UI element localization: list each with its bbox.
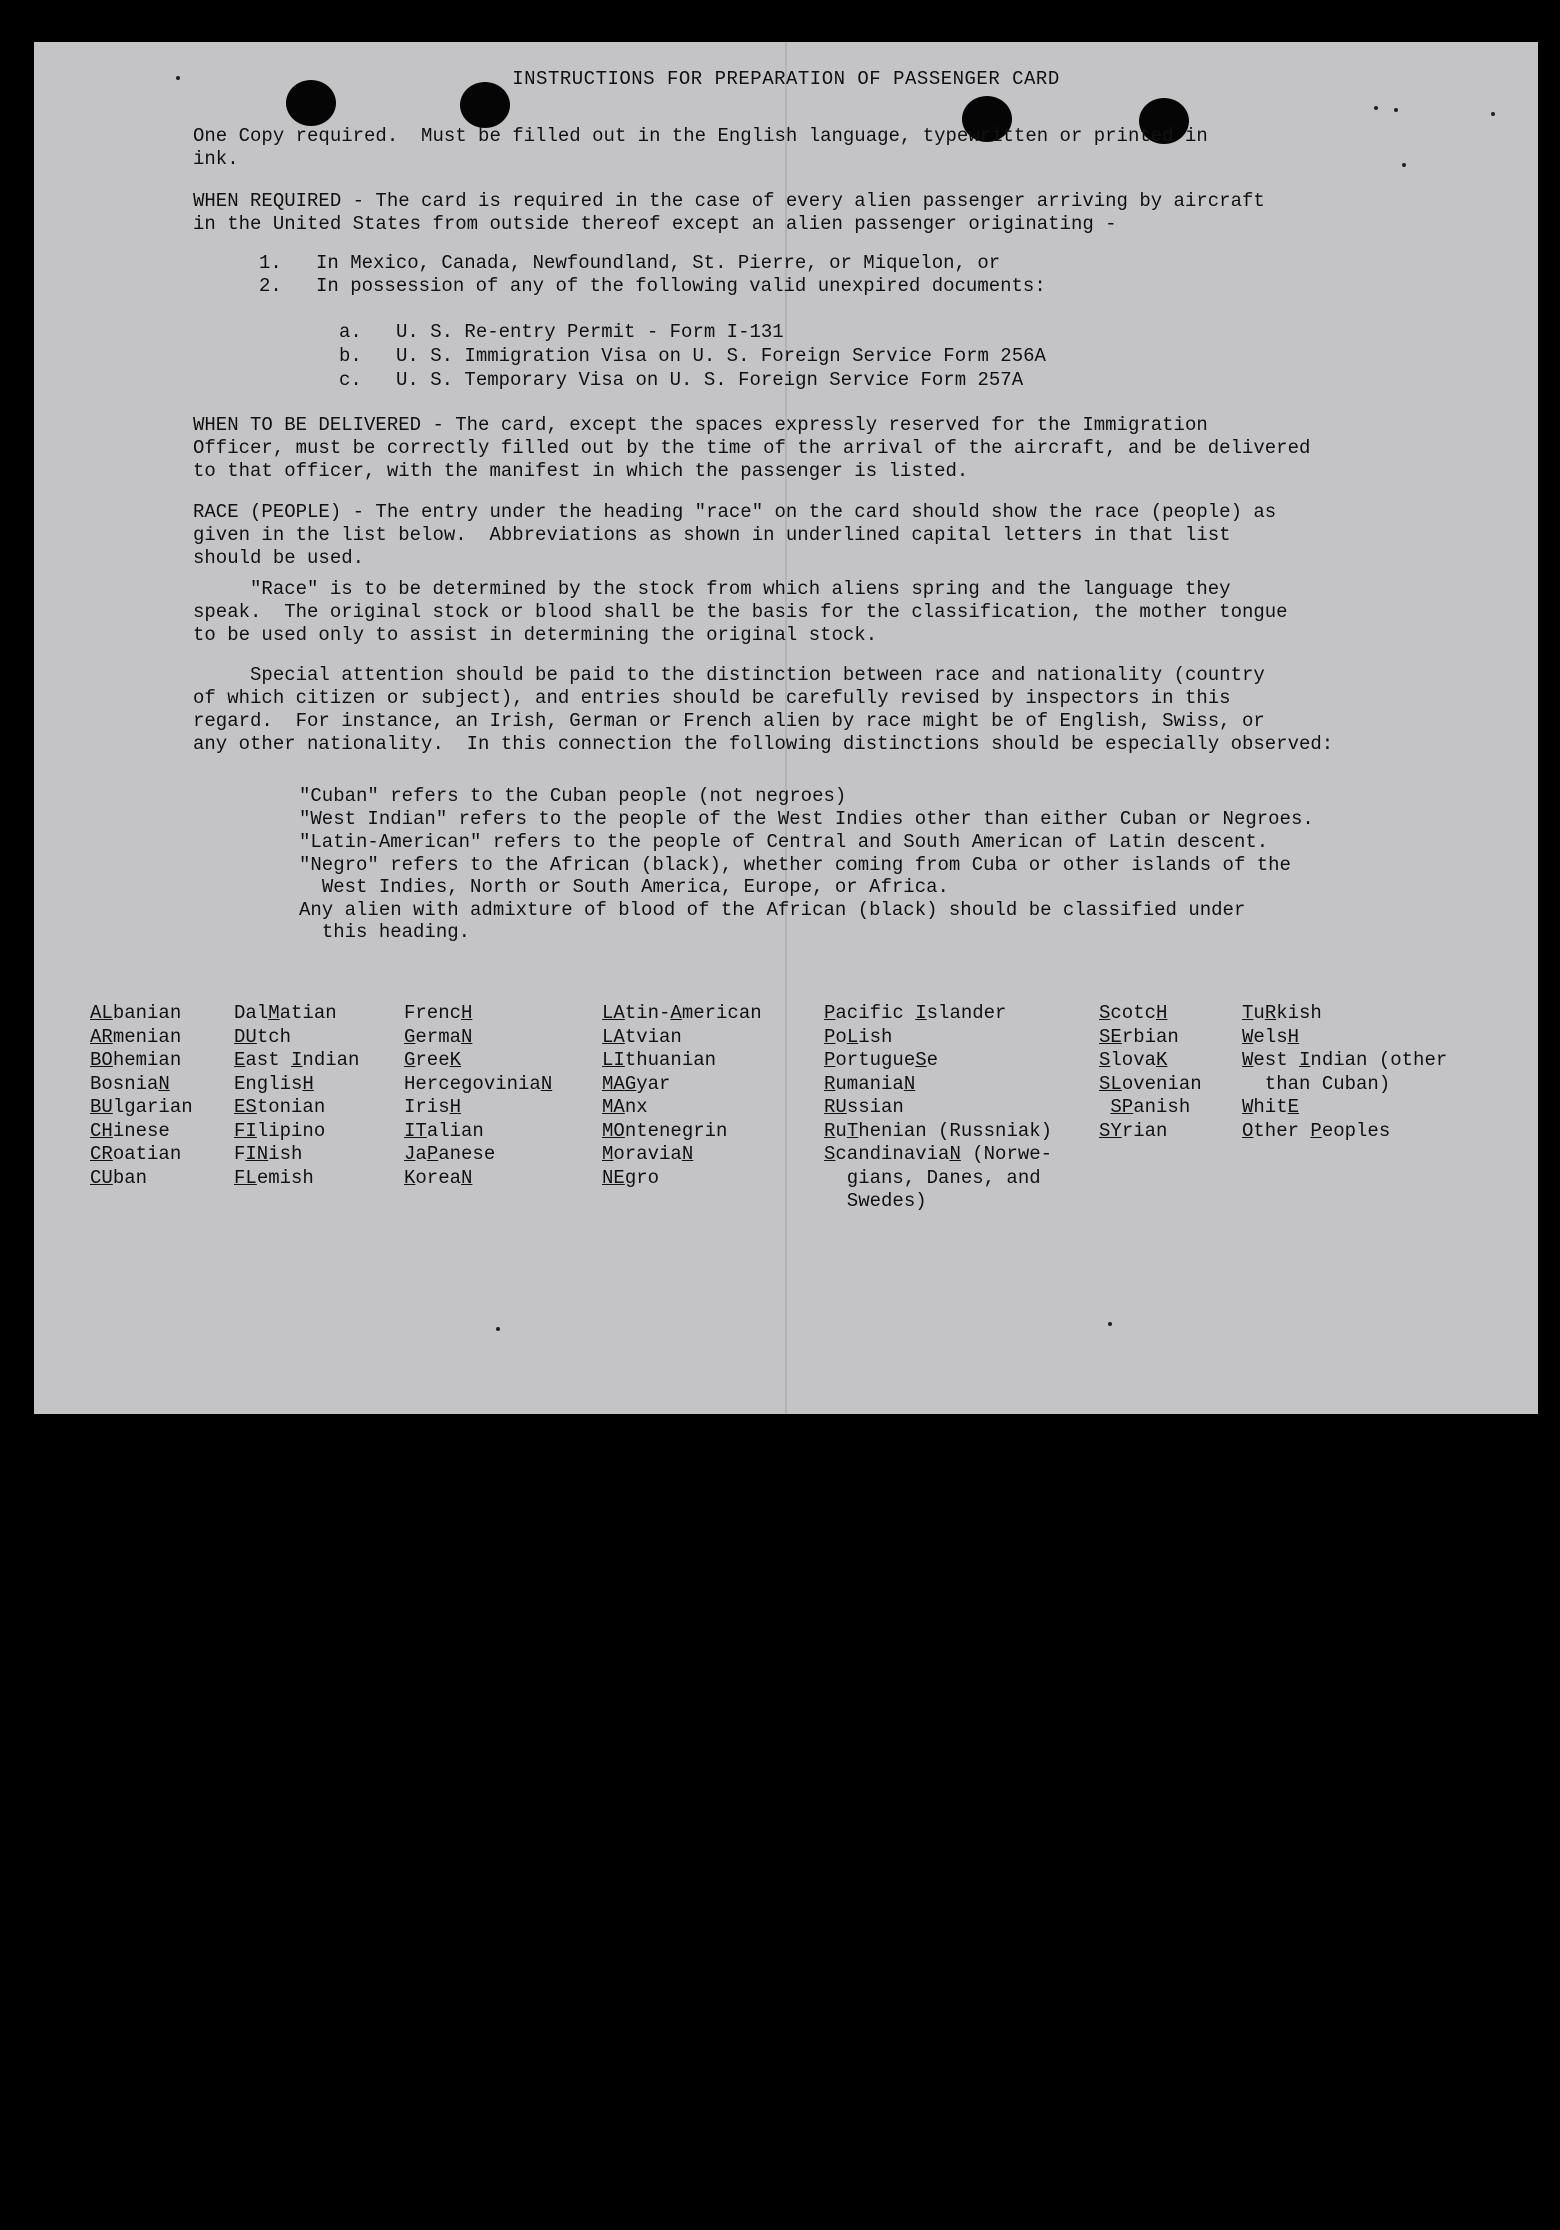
race-abbreviation: R — [1264, 1002, 1277, 1024]
race-name-text: (Norwe- — [960, 1143, 1053, 1165]
race-entry — [90, 1073, 193, 1097]
race-abbreviation: FL — [234, 1166, 257, 1189]
race-column — [602, 1002, 762, 1190]
race-abbreviation: FI — [234, 1119, 257, 1142]
race-name-text: ban — [112, 1166, 148, 1189]
race-abbreviation: S — [1099, 1002, 1111, 1024]
race-abbreviation: K — [449, 1049, 462, 1071]
race-name-text: henian (Russniak) — [858, 1119, 1053, 1142]
race-abbreviation: P — [426, 1143, 439, 1165]
race-name-text: gians, Danes, and — [824, 1166, 1041, 1189]
race-abbreviation: AL — [90, 1002, 113, 1024]
race-abbreviation: H — [302, 1072, 314, 1095]
race-name-text: els — [1253, 1025, 1288, 1048]
race-entry — [1242, 1120, 1447, 1144]
race-abbreviation: LI — [602, 1049, 625, 1071]
race-name-text: Englis — [234, 1072, 303, 1095]
race-entry — [824, 1049, 1052, 1073]
race-abbreviation: MA — [602, 1096, 625, 1118]
race-name-text: candinavia — [835, 1143, 950, 1165]
speck-mark — [1394, 108, 1398, 112]
race-entry — [234, 1026, 359, 1050]
race-abbreviation: T — [1242, 1002, 1254, 1024]
speck-mark — [1374, 106, 1378, 110]
race-entry — [404, 1167, 552, 1191]
race-name-text: ish — [858, 1025, 893, 1048]
race-name-text: Iris — [404, 1096, 450, 1118]
race-abbreviation: G — [404, 1025, 416, 1048]
race-entry — [824, 1143, 1052, 1167]
race-abbreviation: CU — [90, 1166, 113, 1189]
speck-mark — [1491, 112, 1495, 116]
race-entry — [404, 1096, 552, 1120]
race-abbreviation: K — [1156, 1049, 1168, 1071]
race-entry — [824, 1096, 1052, 1120]
race-entry — [404, 1120, 552, 1144]
when-required-paragraph: WHEN REQUIRED - The card is required in the case of every alien passenger arriving by aircraft in the United States from outside thereof except an alien passenger originating - — [193, 190, 1265, 235]
race-abbreviation: N — [158, 1072, 170, 1095]
race-name-text: nx — [624, 1096, 648, 1118]
race-name-text: ssian — [846, 1096, 904, 1118]
race-entry — [824, 1190, 1052, 1214]
document-item: c. U. S. Temporary Visa on U. S. Foreign Service Form 257A — [339, 369, 1024, 391]
race-entry — [90, 1167, 193, 1191]
race-abbreviation: IN — [245, 1143, 269, 1165]
race-entry — [90, 1049, 193, 1073]
race-definition-paragraph: "Race" is to be determined by the stock from which aliens spring and the language they speak. The original stock or blood shall be the basis for the classification, the mother tongue to be used only to assist in determining the original stock. — [193, 578, 1288, 646]
race-abbreviation: LA — [602, 1025, 625, 1048]
race-name-text: Swedes) — [824, 1190, 927, 1212]
race-name-text: banian — [112, 1002, 182, 1024]
race-entry — [90, 1143, 193, 1167]
race-name-text: merican — [681, 1002, 762, 1024]
race-entry — [602, 1026, 762, 1050]
race-abbreviation: W — [1242, 1096, 1254, 1118]
race-name-text: erma — [415, 1025, 462, 1048]
race-entry — [1099, 1073, 1202, 1097]
race-entry — [1099, 1096, 1202, 1120]
race-name-text: ntenegrin — [624, 1119, 728, 1142]
race-abbreviation: K — [404, 1166, 416, 1189]
race-abbreviation: W — [1242, 1049, 1254, 1071]
race-entry — [602, 1073, 762, 1097]
race-name-text: ndian — [302, 1049, 360, 1071]
race-abbreviation: MO — [602, 1119, 625, 1142]
race-name-text: ast — [245, 1049, 292, 1071]
race-entry — [824, 1120, 1052, 1144]
race-abbreviation: BU — [90, 1096, 113, 1118]
race-name-text: cotc — [1110, 1002, 1157, 1024]
race-name-text: tin- — [624, 1002, 671, 1024]
race-name-text: anese — [438, 1143, 496, 1165]
when-delivered-paragraph: WHEN TO BE DELIVERED - The card, except the spaces expressly reserved for the Immigration Officer, must be correctly filled out by the time of the arrival of the aircraft, and be delivered to that officer, with the manifest in which the passenger is listed. — [193, 414, 1311, 482]
race-abbreviation: DU — [234, 1025, 257, 1048]
race-entry — [1099, 1120, 1202, 1144]
race-column — [1242, 1002, 1447, 1143]
race-abbreviation: LA — [602, 1002, 625, 1024]
race-entry — [602, 1167, 762, 1191]
race-abbreviation: H — [461, 1002, 473, 1024]
race-abbreviation: I — [1299, 1049, 1311, 1071]
race-abbreviation: G — [404, 1049, 416, 1071]
race-entry — [234, 1120, 359, 1144]
race-abbreviation: P — [1310, 1119, 1322, 1142]
race-abbreviation: NE — [602, 1166, 625, 1189]
race-name-text: kish — [1276, 1002, 1322, 1024]
race-entry — [1242, 1049, 1447, 1073]
race-entry — [824, 1026, 1052, 1050]
race-entry — [404, 1073, 552, 1097]
race-entry — [1242, 1002, 1447, 1026]
race-name-text: gro — [624, 1166, 660, 1189]
race-name-text: thuanian — [624, 1049, 717, 1071]
race-abbreviation: MA — [602, 1072, 625, 1095]
race-abbreviation: BO — [90, 1049, 113, 1071]
race-name-text: ish — [268, 1143, 303, 1165]
race-name-text: orea — [415, 1166, 462, 1189]
race-entry — [404, 1143, 552, 1167]
race-name-text: ortugue — [835, 1049, 916, 1071]
race-name-text: hemian — [112, 1049, 182, 1071]
race-name-text: anish — [1133, 1096, 1191, 1118]
race-abbreviation: RU — [824, 1096, 847, 1118]
race-name-text: ovenian — [1121, 1072, 1202, 1095]
race-column — [824, 1002, 1052, 1214]
race-abbreviation: CR — [90, 1143, 113, 1165]
race-name-text: atian — [279, 1002, 337, 1024]
race-entry — [602, 1002, 762, 1026]
special-attention-paragraph: Special attention should be paid to the distinction between race and nationality (country of which citizen or subject), and entries should be carefully revised by inspectors in this regard. For instance, an Irish, German or French alien by race might be of English, Swiss, or any other nationality. In this connection the following distinctions should be especially observed: — [193, 664, 1334, 755]
race-entry — [824, 1002, 1052, 1026]
race-name-text: u — [1253, 1002, 1265, 1024]
race-abbreviation: A — [670, 1002, 682, 1024]
race-column — [90, 1002, 193, 1190]
race-name-text: emish — [256, 1166, 314, 1189]
race-abbreviation: ES — [234, 1096, 257, 1118]
race-name-text: oravia — [613, 1143, 682, 1165]
race-entry — [824, 1073, 1052, 1097]
race-abbreviation: H — [449, 1096, 462, 1118]
race-name-text: Bosnia — [90, 1072, 159, 1095]
race-name-text: a — [415, 1143, 427, 1165]
race-abbreviation: N — [461, 1166, 473, 1189]
race-column — [1099, 1002, 1202, 1143]
race-name-text: lova — [1110, 1049, 1157, 1071]
document-item: b. U. S. Immigration Visa on U. S. Foreign Service Form 256A — [339, 345, 1046, 367]
race-abbreviation: O — [1242, 1119, 1254, 1142]
race-name-text: umania — [835, 1072, 904, 1095]
distinction-item: "Cuban" refers to the Cuban people (not negroes) — [299, 785, 847, 807]
document-item: a. U. S. Re-entry Permit - Form I-131 — [339, 321, 784, 343]
race-abbreviation: H — [1156, 1002, 1168, 1024]
race-abbreviation: J — [404, 1143, 416, 1165]
race-abbreviation: AR — [90, 1025, 113, 1048]
race-entry — [404, 1002, 552, 1026]
race-abbreviation: E — [234, 1049, 246, 1071]
race-name-text: yar — [636, 1072, 671, 1095]
race-name-text: rian — [1121, 1119, 1168, 1142]
race-abbreviation: SP — [1110, 1096, 1134, 1118]
race-entry — [234, 1002, 359, 1026]
distinction-item: "Latin-American" refers to the people of Central and South American of Latin descent. — [299, 831, 1269, 853]
race-entry — [90, 1002, 193, 1026]
race-entry — [1099, 1049, 1202, 1073]
race-abbreviation: M — [268, 1002, 280, 1024]
race-abbreviation: N — [949, 1143, 961, 1165]
race-entry — [404, 1026, 552, 1050]
race-name-text: tvian — [624, 1025, 682, 1048]
distinction-item: "West Indian" refers to the people of the West Indies other than either Cuban or Negroes. — [299, 808, 1314, 830]
page-title: INSTRUCTIONS FOR PREPARATION OF PASSENGER CARD — [512, 68, 1060, 90]
race-name-text: tonian — [256, 1096, 326, 1118]
race-intro-paragraph: RACE (PEOPLE) - The entry under the heading "race" on the card should show the race (people) as given in the list below. Abbreviations as shown in underlined capital letters in that list should be used. — [193, 501, 1277, 569]
race-entry — [90, 1120, 193, 1144]
race-abbreviation: SE — [1099, 1025, 1122, 1048]
race-abbreviation: P — [824, 1049, 836, 1071]
race-entry — [234, 1073, 359, 1097]
race-name-text: e — [926, 1049, 939, 1071]
race-name-text: ther — [1253, 1119, 1311, 1142]
race-column — [404, 1002, 552, 1190]
intro-paragraph: One Copy required. Must be filled out in the English language, typewritten or printed in ink. — [193, 125, 1208, 170]
race-entry — [1242, 1096, 1447, 1120]
race-name-text: Hercegovinia — [404, 1072, 541, 1095]
race-name-text: alian — [426, 1119, 484, 1142]
race-abbreviation: H — [1287, 1025, 1300, 1048]
race-name-text: o — [835, 1025, 847, 1048]
race-name-text: Dal — [234, 1002, 269, 1024]
condition-item: 1. In Mexico, Canada, Newfoundland, St. Pierre, or Miquelon, or — [259, 252, 1001, 274]
race-name-text: u — [835, 1119, 847, 1142]
race-name-text: slander — [926, 1002, 1007, 1024]
race-abbreviation: P — [824, 1002, 836, 1024]
race-entry — [824, 1167, 1052, 1191]
race-name-text — [1099, 1096, 1110, 1118]
race-name-text: inese — [112, 1119, 170, 1142]
race-abbreviation: T — [846, 1119, 859, 1142]
race-name-text: F — [234, 1143, 246, 1165]
race-entry — [1099, 1002, 1202, 1026]
speck-mark — [1108, 1322, 1112, 1326]
race-name-text: acific — [835, 1002, 916, 1024]
race-entry — [90, 1096, 193, 1120]
distinction-item: Any alien with admixture of blood of the African (black) should be classified under this heading. — [299, 899, 1246, 943]
race-name-text: menian — [112, 1025, 182, 1048]
race-abbreviation: I — [915, 1002, 927, 1024]
speck-mark — [496, 1327, 500, 1331]
race-entry — [404, 1049, 552, 1073]
race-entry — [602, 1143, 762, 1167]
distinction-item: "Negro" refers to the African (black), whether coming from Cuba or other islands of the West Indies, North or South America, Europe, or Africa. — [299, 854, 1291, 898]
race-name-text: ree — [415, 1049, 450, 1071]
race-entry — [1242, 1026, 1447, 1050]
condition-item: 2. In possession of any of the following valid unexpired documents: — [259, 275, 1046, 297]
race-entry — [602, 1120, 762, 1144]
race-abbreviation: N — [903, 1072, 916, 1095]
race-abbreviation: SL — [1099, 1072, 1122, 1095]
race-abbreviation: P — [824, 1025, 836, 1048]
race-name-text: oatian — [112, 1143, 182, 1165]
race-abbreviation: IT — [404, 1119, 427, 1142]
race-entry — [234, 1049, 359, 1073]
race-abbreviation: G — [624, 1072, 637, 1095]
race-name-text: hit — [1253, 1096, 1288, 1118]
race-abbreviation: M — [602, 1143, 614, 1165]
race-entry — [234, 1167, 359, 1191]
race-entry — [90, 1026, 193, 1050]
race-abbreviation: S — [1099, 1049, 1111, 1071]
race-abbreviation: N — [540, 1072, 553, 1095]
race-abbreviation: R — [824, 1072, 836, 1095]
race-name-text: lipino — [256, 1119, 326, 1142]
document-page — [34, 42, 1538, 1414]
race-name-text: eoples — [1321, 1119, 1391, 1142]
race-abbreviation: SY — [1099, 1119, 1122, 1142]
race-name-text: ndian (other — [1310, 1049, 1448, 1071]
race-name-text: Frenc — [404, 1002, 462, 1024]
race-abbreviation: S — [915, 1049, 927, 1071]
race-entry — [234, 1143, 359, 1167]
race-abbreviation: N — [461, 1025, 473, 1048]
race-abbreviation: I — [291, 1049, 303, 1071]
race-abbreviation: L — [846, 1025, 859, 1048]
race-entry — [1242, 1073, 1447, 1097]
race-abbreviation: W — [1242, 1025, 1254, 1048]
race-name-text: est — [1253, 1049, 1300, 1071]
race-entry — [602, 1049, 762, 1073]
race-abbreviation: R — [824, 1119, 836, 1142]
race-name-text: tch — [256, 1025, 292, 1048]
race-entry — [234, 1096, 359, 1120]
race-name-text: lgarian — [112, 1096, 193, 1118]
race-abbreviation: E — [1287, 1096, 1300, 1118]
race-column — [234, 1002, 359, 1190]
race-name-text: rbian — [1121, 1025, 1179, 1048]
race-abbreviation: N — [681, 1143, 694, 1165]
race-abbreviation: S — [824, 1143, 836, 1165]
race-name-text: than Cuban) — [1242, 1072, 1391, 1095]
race-entry — [602, 1096, 762, 1120]
race-entry — [1099, 1026, 1202, 1050]
race-abbreviation: CH — [90, 1119, 113, 1142]
